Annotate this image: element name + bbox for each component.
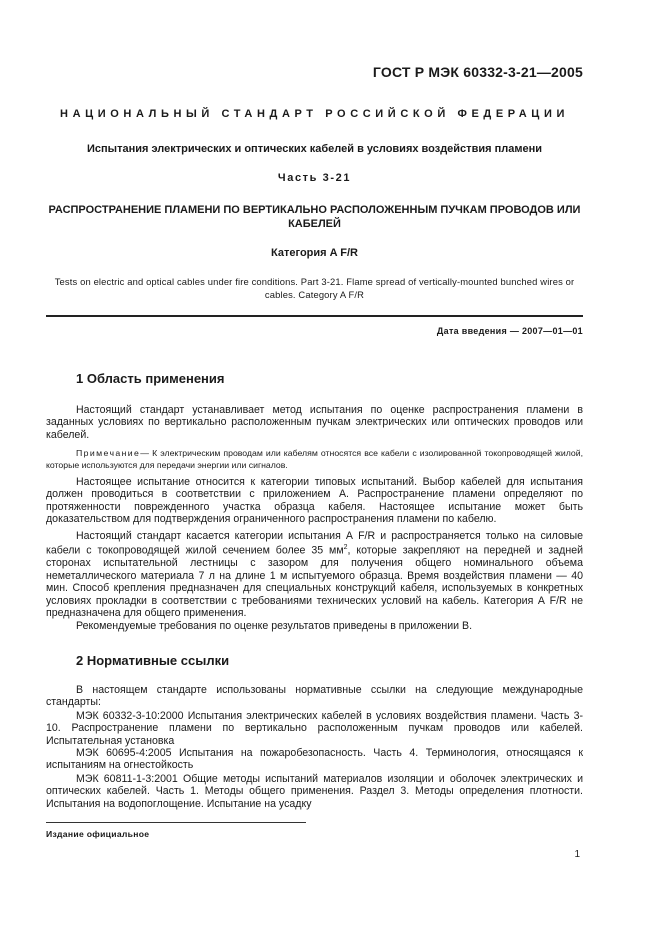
p3-superscript: 2	[343, 544, 348, 552]
reference-iec-60811-1-3: МЭК 60811-1-3:2001 Общие методы испытаний материалов изоляции и оболочек электрических и оптических кабелей. Часть 1. Методы общего применения. Раздел 3. Методы определения плотности. Испытания на водопоглощение. Испытание на усадку	[46, 773, 583, 810]
reference-iec-60695-4: МЭК 60695-4:2005 Испытания на пожаробезопасность. Часть 4. Терминология, относящаяся к испытаниям на огнестойкость	[46, 747, 583, 772]
document-id: ГОСТ Р МЭК 60332-3-21—2005	[372, 64, 583, 80]
section-1-paragraph-4: Рекомендуемые требования по оценке результатов приведены в приложении В.	[76, 620, 473, 632]
page-number: 1	[574, 849, 580, 860]
section-1-paragraph-1: Настоящий стандарт устанавливает метод испытания по оценке распространения пламени в заданных условиях по вертикально расположенным пучкам электрических или оптических проводов или кабелей.	[46, 404, 583, 441]
note-label: Примечание	[76, 448, 141, 458]
document-category: Категория A F/R	[271, 247, 358, 259]
document-main-title: РАСПРОСТРАНЕНИЕ ПЛАМЕНИ ПО ВЕРТИКАЛЬНО РАСПОЛОЖЕННЫМ ПУЧКАМ ПРОВОДОВ ИЛИ КАБЕЛЕЙ	[48, 204, 581, 230]
footer-divider	[46, 822, 306, 823]
section-1-heading: 1 Область применения	[76, 371, 225, 386]
section-1-paragraph-2: Настоящее испытание относится к категории типовых испытаний. Выбор кабелей для испытания должен проводиться в соответствии с приложением А. Распространение пламени определяют по протяженности поврежденного участка образца кабеля. Настоящее испытание может быть доказательством для подтверждения ограниченного распространения пламени по кабелю.	[46, 476, 583, 526]
official-edition-label: Издание официальное	[46, 829, 150, 839]
english-title: Tests on electric and optical cables under fire conditions. Part 3-21. Flame spread of vertically-mounted bunched wires or cables. Category A F/R	[54, 276, 575, 300]
title-divider	[46, 315, 583, 317]
introduction-date: Дата введения — 2007—01—01	[436, 326, 583, 336]
section-2-paragraph-1: В настоящем стандарте использованы нормативные ссылки на следующие международные стандарты:	[46, 684, 583, 709]
reference-iec-60332-3-10: МЭК 60332-3-10:2000 Испытания электрических кабелей в условиях воздействия пламени. Часть 3-10. Распространение пламени по вертикально расположенным пучкам проводов или кабелей. Испытательная установка	[46, 710, 583, 747]
section-1-note	[46, 447, 583, 471]
national-standard-banner: НАЦИОНАЛЬНЫЙ СТАНДАРТ РОССИЙСКОЙ ФЕДЕРАЦИИ	[60, 108, 569, 120]
p3-text-after: , которые закрепляют на передней и задней сторонах испытательной лестницы с зазором для получения общего номинального объема неметаллического материала 7 л на длине 1 м испытуемого образца. Время воздействия пламени — 40 мин. Способ крепления предназначен для специальных конструкций кабеля, используемых в конкретных условиях прокладки в соответствии с требованиями технических условий на кабель. Категория А F/R не предназначена для общего применения.	[46, 544, 584, 619]
note-text: — К электрическим проводам или кабелям относятся все кабели с изолированной токопроводящей жилой, которые используются для передачи энергии или сигналов.	[46, 448, 583, 470]
document-subtitle: Испытания электрических и оптических кабелей в условиях воздействия пламени	[87, 143, 542, 155]
section-2-heading: 2 Нормативные ссылки	[76, 653, 230, 668]
document-part: Часть 3-21	[277, 172, 352, 184]
p3-text-before: Настоящий стандарт касается категории испытания А F/R и распространяется только на силовые кабели с токопроводящей жилой сечением более 35 мм	[46, 530, 583, 557]
section-1-paragraph-3	[46, 530, 583, 619]
